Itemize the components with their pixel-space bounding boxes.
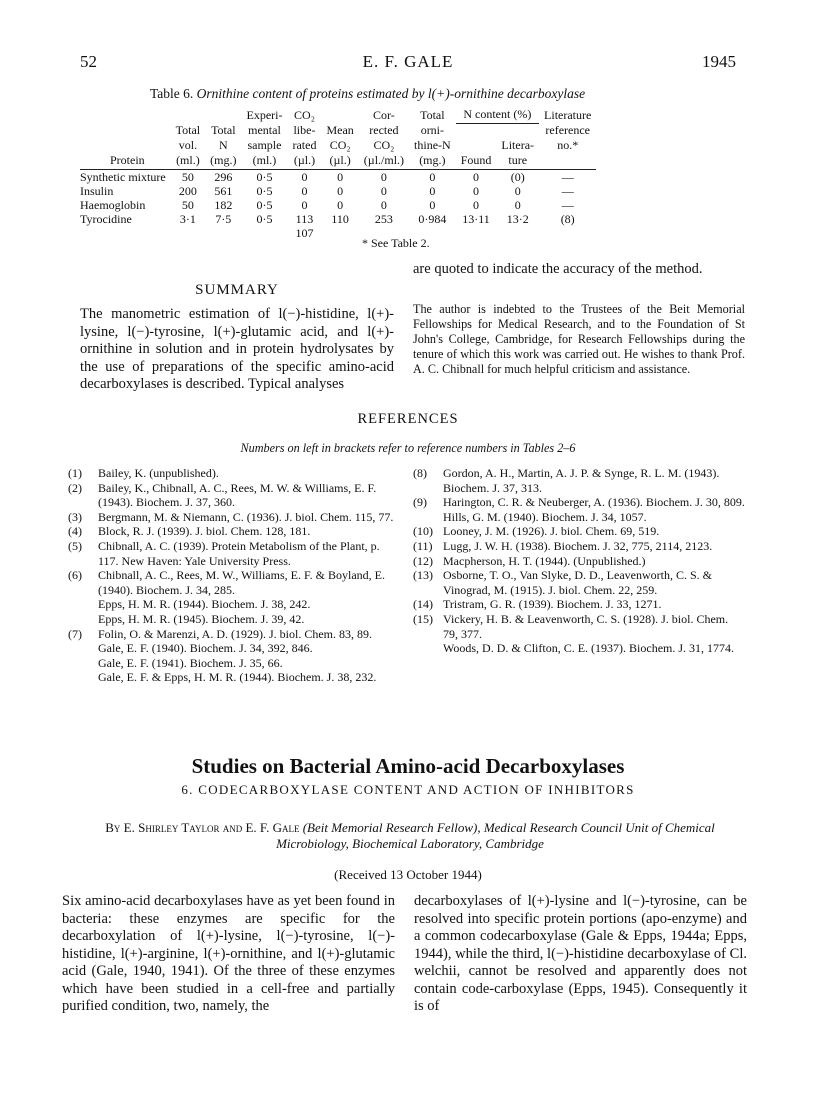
column-header: Cor- xyxy=(373,107,395,122)
column-header xyxy=(80,139,171,154)
column-header: (mg.) xyxy=(409,154,456,170)
table-cell: 0 xyxy=(337,183,344,198)
table-cell: 0 xyxy=(380,197,387,212)
column-header: thine-N xyxy=(414,137,451,152)
column-header: Found xyxy=(456,154,497,170)
column-header: (µl./ml.) xyxy=(359,154,409,170)
reference-line: Bergmann, M. & Niemann, C. (1936). J. biol. Chem. 115, 77. xyxy=(98,509,394,524)
table-cell: 0 xyxy=(473,183,480,198)
column-header xyxy=(456,139,497,154)
reference-item xyxy=(413,495,745,524)
reference-line: Gordon, A. H., Martin, A. J. P. & Synge, R. L. M. (1943). Biochem. J. 37, 313. xyxy=(443,466,720,495)
table-cell: — xyxy=(561,183,574,198)
reference-item xyxy=(68,568,394,626)
table-cell: Haemoglobin xyxy=(80,197,146,212)
table-cell: 0 xyxy=(337,197,344,212)
column-header: Literature xyxy=(544,107,592,122)
reference-line: Block, R. J. (1939). J. biol. Chem. 128, 181. xyxy=(98,524,311,539)
table-cell: 182 xyxy=(214,197,233,212)
running-title: E. F. GALE xyxy=(362,52,454,71)
table-cell: 0·984 xyxy=(418,211,447,226)
reference-item xyxy=(413,539,745,554)
reference-item xyxy=(413,524,745,539)
table-cell: 7·5 xyxy=(215,211,232,226)
summary-continuation: are quoted to indicate the accuracy of the method. xyxy=(413,261,703,277)
column-header: (ml.) xyxy=(241,154,287,170)
column-header: Litera- xyxy=(501,137,535,152)
column-header xyxy=(205,108,241,124)
table-cell: Tyrocidine xyxy=(80,211,132,226)
reference-number: (15) xyxy=(413,611,433,626)
reference-number: (13) xyxy=(413,568,433,583)
reference-line: Macpherson, H. T. (1944). (Unpublished.) xyxy=(443,553,646,568)
reference-item xyxy=(68,510,394,525)
references-note: Numbers on left in brackets refer to reference numbers in Tables 2–6 xyxy=(240,441,576,455)
reference-item xyxy=(413,597,745,612)
reference-number: (10) xyxy=(413,524,433,539)
reference-line: Epps, H. M. R. (1944). Biochem. J. 38, 242. xyxy=(98,597,311,612)
reference-line: Osborne, T. O., Van Slyke, D. D., Leavenworth, C. S. & Vinograd, M. (1915). J. biol. Chem. 22, 259. xyxy=(443,568,712,597)
references-heading: REFERENCES xyxy=(357,411,459,427)
table-cell: — xyxy=(561,169,574,184)
reference-item xyxy=(68,466,394,481)
table-cell: 13·11 xyxy=(462,211,490,226)
reference-line: Bailey, K., Chibnall, A. C., Rees, M. W. & Williams, E. F. (1943). Biochem. J. 37, 360. xyxy=(98,480,377,510)
column-header: ture xyxy=(496,154,539,170)
reference-number: (8) xyxy=(413,466,427,480)
table-cell: 110 xyxy=(331,211,349,226)
reference-number: (4) xyxy=(68,524,82,539)
reference-item xyxy=(413,466,745,495)
table-caption-text: Ornithine content of proteins estimated by l(+)-ornithine decarboxylase xyxy=(196,86,586,101)
reference-number: (5) xyxy=(68,538,82,553)
article-title: Studies on Bacterial Amino-acid Decarboxylases xyxy=(191,754,625,778)
reference-item xyxy=(68,481,394,510)
table-cell: 50 xyxy=(181,169,194,184)
article-body-col1: Six amino-acid decarboxylases have as yet been found in bacteria: these enzymes are specific for the decarboxylation of l(+)-lysine, l(−)-tyrosine, l(−)-histidine, l(+)-arginine, l(+)-ornithine, and l(+)-glutamic acid (Gale, 1940, 1941). Of the three of these enzymes which have been studied in a cell-free and partially purified condition, two, namely, the xyxy=(62,893,395,1014)
article-body-col2: decarboxylases of l(+)-lysine and l(−)-tyrosine, can be resolved into specific protein portions (apo-enzyme) and a common codecarboxylase (Gale & Epps, 1944a; Epps, 1944), while the third, l(−)-histidine decarboxylase of Cl. welchii, cannot be resolved and apparently does not contain code-carboxylase (Epps, 1945). Consequently it is of xyxy=(414,893,747,1014)
ornithine-table xyxy=(80,108,596,240)
reference-line: Epps, H. M. R. (1945). Biochem. J. 39, 42. xyxy=(98,611,305,626)
reference-item xyxy=(68,539,394,568)
reference-number: (9) xyxy=(413,495,427,510)
reference-line: Tristram, G. R. (1939). Biochem. J. 33, 1271. xyxy=(443,597,662,612)
table-cell: 0 xyxy=(301,183,308,198)
summary-text: The manometric estimation of l(−)-histidine, l(+)-lysine, l(−)-tyrosine, l(+)-glutamic acid, and l(+)-ornithine in solution and in protein hydrolysates by the use of preparations of the specific amino-acid decarboxylases is described. Typical analyses xyxy=(80,306,394,392)
column-header xyxy=(496,124,539,139)
reference-line: Gale, E. F. & Epps, H. M. R. (1944). Biochem. J. 38, 232. xyxy=(98,670,377,685)
column-header: (µl.) xyxy=(287,154,321,170)
column-header: Mean xyxy=(326,122,354,137)
reference-item xyxy=(413,612,745,656)
received-date: (Received 13 October 1944) xyxy=(334,867,482,882)
table-cell: 296 xyxy=(214,169,233,184)
table-cell-extra: 107 xyxy=(295,225,314,240)
reference-number: (2) xyxy=(68,480,82,495)
table-cell: 50 xyxy=(181,197,194,212)
reference-line: Gale, E. F. (1940). Biochem. J. 34, 392, 846. xyxy=(98,641,313,656)
column-header xyxy=(171,108,206,124)
table-cell: 561 xyxy=(214,183,233,198)
reference-line: Gale, E. F. (1941). Biochem. J. 35, 66. xyxy=(98,655,283,670)
table-row xyxy=(80,198,596,212)
affiliation: (Beit Memorial Research Fellow), Medical Research Council Unit of Chemical Microbiology, Biochemical Laboratory, Cambridge xyxy=(276,820,715,851)
table-cell: 0 xyxy=(301,197,308,212)
n-content-group-header: N content (%) xyxy=(456,108,539,124)
column-header xyxy=(80,108,171,124)
column-header: Protein xyxy=(80,154,171,170)
column-header: vol. xyxy=(178,137,198,152)
column-header: sample xyxy=(247,137,282,152)
column-header: Total xyxy=(211,122,236,137)
table-cell: 0 xyxy=(301,169,308,184)
table-cell: 113 xyxy=(295,211,314,226)
table-cell: 0 xyxy=(473,169,480,184)
reference-number: (6) xyxy=(68,568,82,583)
table-cell: 0·5 xyxy=(256,197,273,212)
column-header: mental xyxy=(248,122,281,137)
column-header: (mg.) xyxy=(205,154,241,170)
table-cell: 200 xyxy=(178,183,197,198)
column-header: Total xyxy=(175,122,201,137)
acknowledgement: The author is indebted to the Trustees of the Beit Memorial Fellowships for Medical Research, and to the Foundation of St John's College, Cambridge, for Research Fellowships during the tenure of which this work was carried out. He wishes to thank Prof. A. C. Chibnall for much helpful criticism and assistance. xyxy=(413,302,745,376)
column-header xyxy=(539,154,596,170)
reference-line: Chibnall, A. C. (1939). Protein Metabolism of the Plant, p. 117. New Haven: Yale University Press. xyxy=(98,538,380,568)
column-header: (µl.) xyxy=(321,154,358,170)
table-cell: 0·5 xyxy=(256,211,273,226)
reference-item xyxy=(68,524,394,539)
reference-line: Lugg, J. W. H. (1938). Biochem. J. 32, 775, 2114, 2123. xyxy=(443,538,713,553)
reference-line: Chibnall, A. C., Rees, M. W., Williams, E. F. & Boyland, E. (1940). Biochem. J. 34, 285. xyxy=(98,568,386,597)
reference-line: Hills, G. M. (1940). Biochem. J. 34, 1057. xyxy=(443,509,647,524)
table-row xyxy=(80,212,596,226)
reference-number: (12) xyxy=(413,553,433,568)
column-header: Total xyxy=(420,107,445,122)
table-caption xyxy=(150,86,585,102)
reference-line: Vickery, H. B. & Leavenworth, C. S. (1928). J. biol. Chem. 79, 377. xyxy=(443,611,729,641)
table-cell: 3·1 xyxy=(179,211,196,226)
table-cell: 0 xyxy=(473,197,480,212)
references-right-column xyxy=(413,466,745,656)
page-year: 1945 xyxy=(702,52,736,71)
column-header: CO₂ xyxy=(294,107,315,122)
column-header: Experi- xyxy=(246,107,283,122)
column-header: orni- xyxy=(420,122,445,137)
table-cell: 13·2 xyxy=(506,211,529,226)
table-cell: Insulin xyxy=(80,183,114,198)
table-cell: Synthetic mixture xyxy=(80,169,166,184)
table-cell: 0 xyxy=(380,183,387,198)
table-cell: — xyxy=(561,197,574,212)
table-cell: (0) xyxy=(510,169,525,184)
table-cell: 0 xyxy=(337,169,344,184)
reference-item xyxy=(413,554,745,569)
column-header: libe- xyxy=(293,122,316,137)
column-header: rected xyxy=(369,122,399,137)
reference-line: Looney, J. M. (1926). J. biol. Chem. 69, 519. xyxy=(443,524,660,539)
column-header: no.* xyxy=(557,137,579,152)
column-header xyxy=(80,124,171,139)
summary-heading: SUMMARY xyxy=(195,282,279,298)
table-cell: 0·5 xyxy=(256,169,273,184)
references-left-column xyxy=(68,466,394,685)
byline xyxy=(80,820,740,852)
table-footnote: * See Table 2. xyxy=(362,236,430,250)
table-row xyxy=(80,169,596,184)
column-header: rated xyxy=(292,137,317,152)
page-number: 52 xyxy=(80,52,97,71)
column-header xyxy=(321,108,358,124)
reference-line: Woods, D. D. & Clifton, C. E. (1937). Biochem. J. 31, 1774. xyxy=(443,641,735,656)
reference-item xyxy=(413,568,745,597)
column-header: CO₂ xyxy=(373,137,395,152)
column-header xyxy=(456,124,497,139)
article-subtitle: 6. CODECARBOXYLASE CONTENT AND ACTION OF INHIBITORS xyxy=(181,782,635,797)
reference-number: (1) xyxy=(68,466,82,480)
column-header: reference xyxy=(545,122,590,137)
reference-number: (11) xyxy=(413,538,433,553)
table-cell: (8) xyxy=(560,211,575,226)
reference-line: Bailey, K. (unpublished). xyxy=(98,466,219,480)
column-header: CO₂ xyxy=(329,137,351,152)
column-header: (ml.) xyxy=(171,154,206,170)
table-cell: 0 xyxy=(380,169,387,184)
reference-line: Folin, O. & Marenzi, A. D. (1929). J. biol. Chem. 83, 89. xyxy=(98,626,372,641)
table-cell: 0 xyxy=(514,183,521,198)
table-cell: 0 xyxy=(429,183,436,198)
reference-item xyxy=(68,627,394,685)
reference-number: (3) xyxy=(68,509,82,524)
reference-number: (7) xyxy=(68,626,82,641)
table-cell: 0 xyxy=(429,169,436,184)
reference-number: (14) xyxy=(413,597,433,612)
table-cell: 0·5 xyxy=(256,183,273,198)
table-label: Table 6. xyxy=(150,86,194,101)
table-cell: 253 xyxy=(374,211,393,226)
column-header: N xyxy=(218,137,228,152)
table-row xyxy=(80,184,596,198)
table-cell: 0 xyxy=(429,197,436,212)
authors: By E. Shirley Taylor and E. F. Gale xyxy=(105,820,300,835)
reference-line: Harington, C. R. & Neuberger, A. (1936). Biochem. J. 30, 809. xyxy=(443,495,745,510)
table-cell: 0 xyxy=(514,197,521,212)
